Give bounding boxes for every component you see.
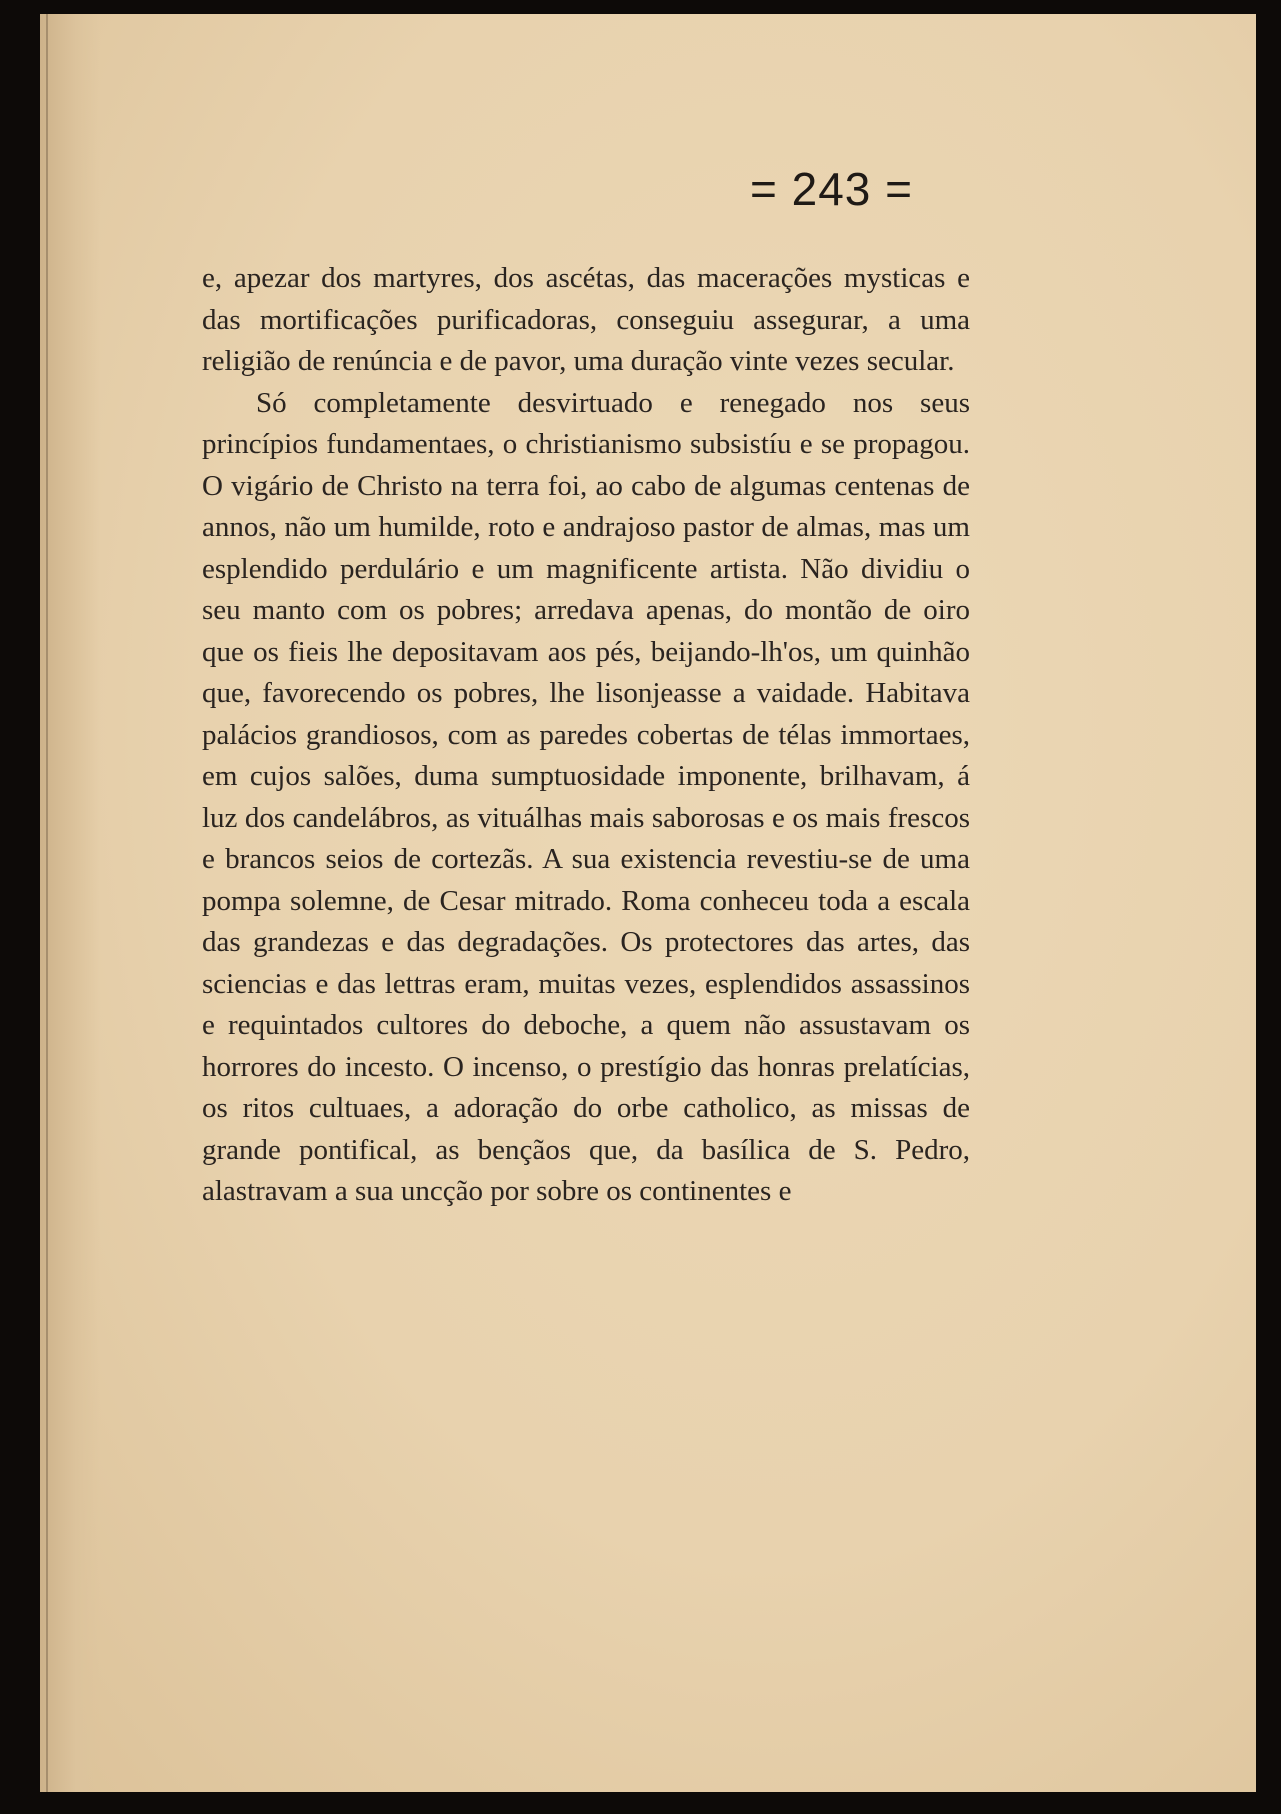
page-number: = 243 = [750,163,914,215]
book-page [40,14,1256,1792]
body-text [202,258,970,1213]
paragraph-2: Só completamente desvirtuado e renegado nos seus princípios fundamentaes, o christianismo subsistíu e se propagou. O vigário de Christo na terra foi, ao cabo de algumas centenas de annos, não um humilde, roto e andrajoso pastor de almas, mas um esplendido perdulário e um magnificente artista. Não dividiu o seu manto com os pobres; arredava apenas, do montão de oiro que os fieis lhe depositavam aos pés, beijando-lh'os, um quinhão que, favorecendo os pobres, lhe lisonjeasse a vaidade. Habitava palácios grandiosos, com as paredes cobertas de télas immortaes, em cujos salões, duma sumptuosidade imponente, brilhavam, á luz dos candelábros, as vituálhas mais saborosas e os mais frescos e brancos seios de cortezãs. A sua existencia revestiu-se de uma pompa solemne, de Cesar mitrado. Roma conheceu toda a escala das grandezas e das degradações. Os protectores das artes, das sciencias e das lettras eram, muitas vezes, esplendidos assassinos e requintados cultores do deboche, a quem não assustavam os horrores do incesto. O incenso, o prestígio das honras prelatícias, os ritos cultuaes, a adoração do orbe catholico, as missas de grande pontifical, as bençãos que, da basílica de S. Pedro, alastravam a sua uncção por sobre os continentes e [202,386,970,1207]
paragraph-1: e, apezar dos martyres, dos ascétas, das macerações mysticas e das mortificações purificadoras, conseguiu assegurar, a uma religião de renúncia e de pavor, uma duração vinte vezes secular. [202,262,970,377]
page-gutter [40,14,100,1792]
gutter-edge-line [46,14,48,1792]
